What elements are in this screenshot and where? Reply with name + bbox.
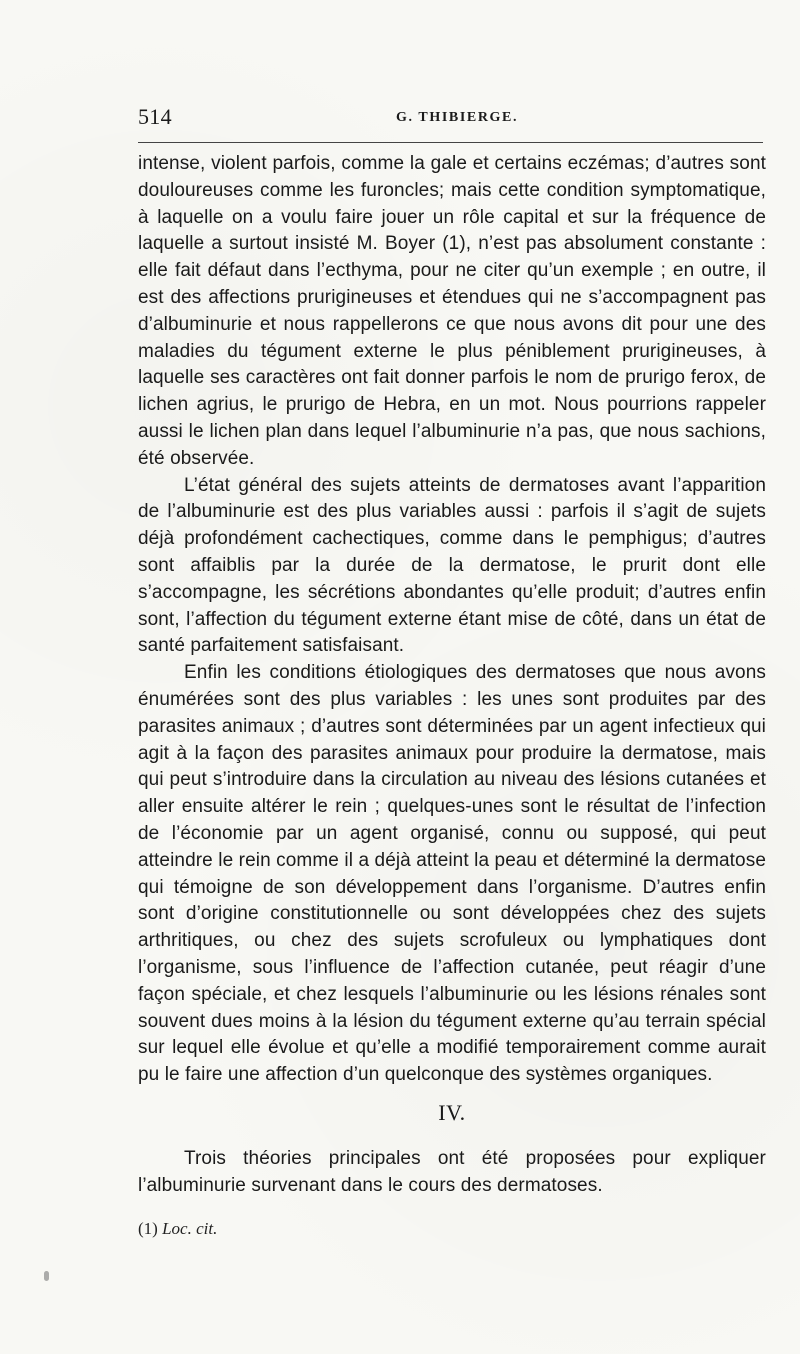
section-heading: IV.	[438, 1100, 466, 1125]
section-intro-paragraph: Trois théories principales ont été proposées pour expliquer l’albuminurie survenant dans le cours des dermatoses.	[138, 1148, 766, 1196]
footnote-text: Loc. cit.	[162, 1219, 218, 1238]
paragraph-3: Enfin les conditions étiologiques des dermatoses que nous avons énumérées sont des plus variables : les unes sont produites par des parasites animaux ; d’autres sont déterminées par un agent infectieux qui agit à la façon des parasites animaux pour produire la dermatose, mais qui peut s’introduire dans la circulation au niveau des lésions cutanées et aller ensuite altérer le rein ; quelques-unes sont le résultat de l’infection de l’économie par un agent organisé, connu ou supposé, qui peut atteindre le rein comme il a déjà atteint la peau et déterminé la dermatose qui témoigne de son développement dans l’organisme. D’autres enfin sont d’origine constitutionnelle ou sont développées chez des sujets arthritiques, ou chez des sujets scrofuleux ou lymphatiques dont l’organisme, sous l’influence de l’affection cutanée, peut réagir d’une façon spéciale, et chez lesquels l’albuminurie ou les lésions rénales sont souvent dues moins à la lésion du tégument externe qu’au terrain spécial sur lequel elle évolue et qu’elle a modifié temporairement comme aurait pu le faire une affection d’un quelconque des systèmes organiques.	[138, 662, 766, 1086]
footnote-marker: (1)	[138, 1219, 158, 1238]
page-number: 514	[138, 104, 172, 129]
header-rule	[138, 142, 763, 143]
paragraph-2: L’état général des sujets atteints de dermatoses avant l’apparition de l’albuminurie est des plus variables aussi : parfois il s’agit de sujets déjà profondément cachectiques, comme dans le pemphigus; d’autres sont affaiblis par la durée de la dermatose, le prurit dont elle s’accompagne, les sécrétions abondantes qu’elle produit; d’autres enfin sont, l’affection du tégument externe étant mise de côté, dans un état de santé parfaitement satisfaisant.	[138, 474, 766, 657]
footnote	[138, 1219, 217, 1239]
paragraph-1: intense, violent parfois, comme la gale et certains eczémas; d’autres sont douloureuses comme les furoncles; mais cette condition symptomatique, à laquelle on a voulu faire jouer un rôle capital et sur la fréquence de laquelle a surtout insisté M. Boyer (1), n’est pas absolument constante : elle fait défaut dans l’ecthyma, pour ne citer qu’un exemple ; en outre, il est des affections prurigineuses et étendues qui ne s’accompagnent pas d’albuminurie et nous rappellerons ce que nous avons dit pour une des maladies du tégument externe le plus péniblement prurigineuses, à laquelle ses caractères ont fait donner parfois le nom de prurigo ferox, de lichen agrius, le prurigo de Hebra, en un mot. Nous pourrions rappeler aussi le lichen plan dans lequel l’albuminurie n’a pas, que nous sachions, été observée.	[138, 153, 766, 469]
main-text	[138, 151, 766, 1196]
scan-mark	[44, 1271, 49, 1281]
running-head: G. THIBIERGE.	[396, 110, 519, 125]
page-header	[138, 104, 766, 136]
